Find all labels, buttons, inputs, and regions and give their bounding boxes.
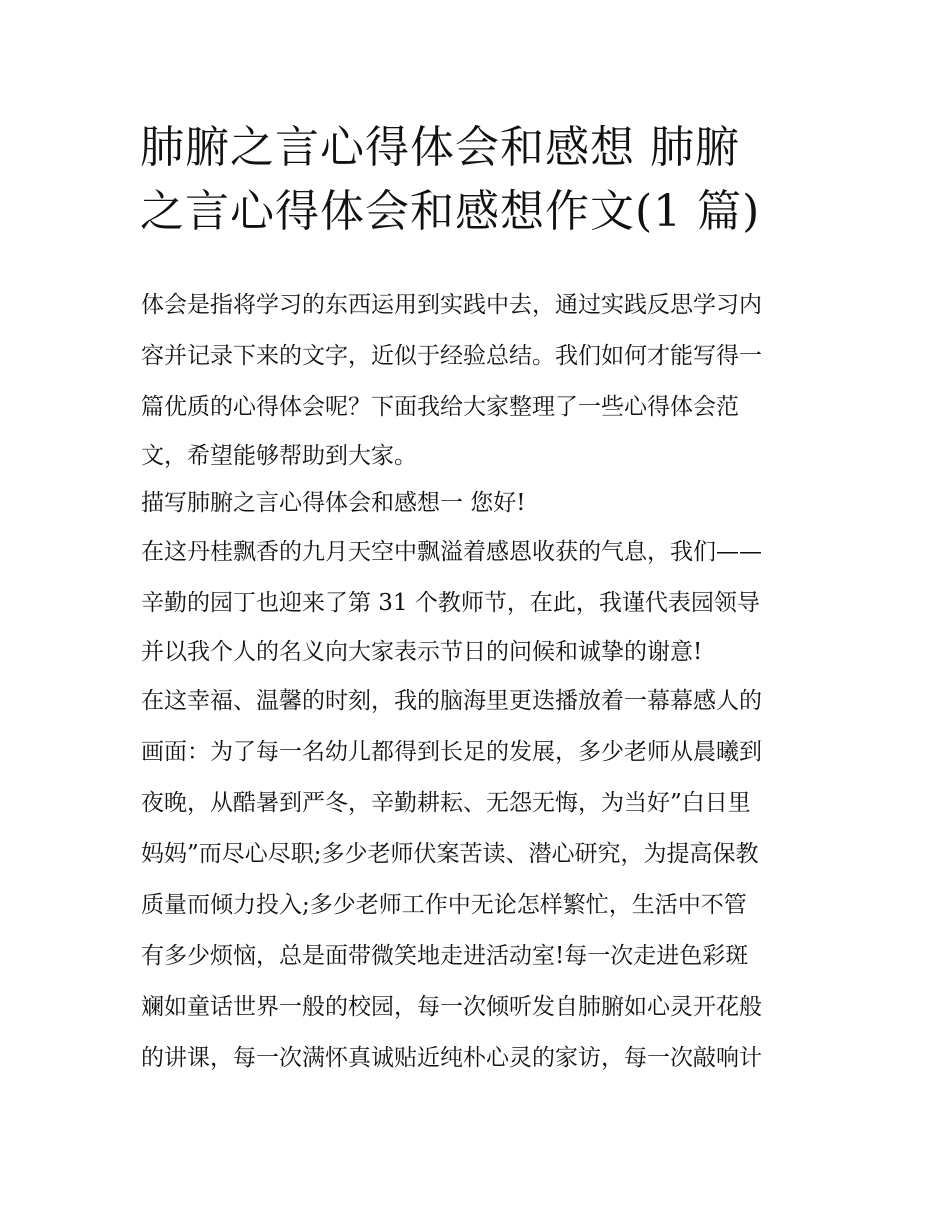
text-line: 的讲课，每一次满怀真诚贴近纯朴心灵的家访，每一次敲响计: [141, 1045, 762, 1071]
intro-paragraph: [141, 280, 821, 480]
text-line: 夜晚，从酷暑到严冬，辛勤耕耘、无怨无悔，为当好”白日里: [141, 790, 751, 816]
text-line: 体会是指将学习的东西运用到实践中去，通过实践反思学习内: [141, 292, 762, 318]
text-line: 文，希望能够帮助到大家。: [141, 443, 417, 469]
section-heading-paragraph: [141, 480, 821, 527]
text-line: 容并记录下来的文字，近似于经验总结。我们如何才能写得一: [141, 343, 762, 369]
greeting-paragraph: [141, 527, 821, 676]
text-line: 妈妈”而尽心尽职;多少老师伏案苦读、潜心研究，为提高保教: [141, 841, 759, 867]
text-line: 有多少烦恼，总是面带微笑地走进活动室!每一次走进色彩斑: [141, 943, 749, 969]
text-line: 篇优质的心得体会呢？下面我给大家整理了一些心得体会范: [141, 394, 739, 420]
body-paragraph: [141, 676, 821, 1084]
text-line: 在这丹桂飘香的九月天空中飘溢着感恩收获的气息，我们——: [141, 539, 762, 565]
document-title: [140, 116, 820, 244]
text-line: 辛勤的园丁也迎来了第 31 个教师节，在此，我谨代表园领导: [141, 590, 760, 616]
text-line: 并以我个人的名义向大家表示节日的问候和诚挚的谢意!: [141, 639, 703, 665]
title-line: 肺腑之言心得体会和感想 肺腑: [140, 122, 740, 173]
title-line: 之言心得体会和感想作文(1 篇): [140, 186, 761, 237]
text-line: 画面：为了每一名幼儿都得到长足的发展，多少老师从晨曦到: [141, 739, 762, 765]
text-line: 在这幸福、温馨的时刻，我的脑海里更迭播放着一幕幕感人的: [141, 688, 762, 714]
text-line: 质量而倾力投入;多少老师工作中无论怎样繁忙，生活中不管: [141, 892, 747, 918]
text-line: 描写肺腑之言心得体会和感想一 您好!: [141, 490, 526, 516]
text-line: 斓如童话世界一般的校园，每一次倾听发自肺腑如心灵开花般: [141, 994, 762, 1020]
document-body: [141, 280, 821, 1084]
